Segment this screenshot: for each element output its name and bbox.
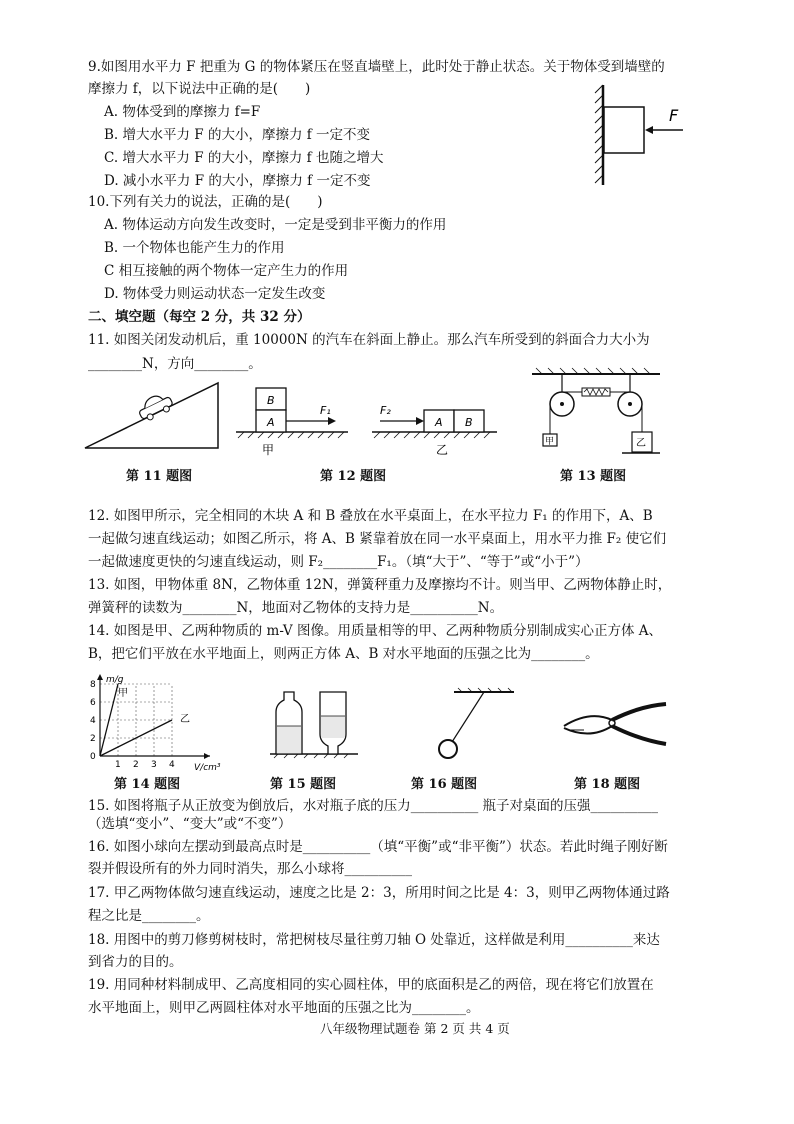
- q10-stem: 10.下列有关力的说法，正确的是( ): [88, 194, 323, 210]
- section-title: 二、填空题（每空 2 分，共 32 分）: [88, 309, 311, 325]
- fig12-yi-label: 乙: [436, 443, 449, 457]
- weight-jia-label: 甲: [545, 437, 555, 447]
- caption-q11: 第 11 题图: [126, 469, 193, 484]
- q11-stem-cont: ________N，方向________。: [88, 356, 262, 372]
- fig18-scissors: [560, 700, 670, 750]
- q9-option-d: D. 减小水平力 F 的大小，摩擦力 f 一定不变: [104, 173, 371, 189]
- force-f-label: F: [669, 106, 679, 125]
- block-b-yi-label: B: [465, 416, 473, 429]
- q16-stem-2: 裂并假设所有的外力同时消失，那么小球将__________: [88, 861, 412, 877]
- y-tick-label: 8: [90, 680, 96, 690]
- q10-option-d: D. 物体受力则运动状态一定发生改变: [104, 286, 326, 302]
- q10-option-c: C 相互接触的两个物体一定产生力的作用: [104, 263, 349, 279]
- q10-option-b: B. 一个物体也能产生力的作用: [104, 240, 285, 256]
- q15-stem: 15. 如图将瓶子从正放变为倒放后，水对瓶子底的压力__________ 瓶子对桌面的压强__________: [88, 798, 659, 814]
- caption-q18: 第 18 题图: [574, 777, 641, 792]
- block-a-label: A: [267, 416, 275, 429]
- q14-stem: 14. 如图是甲、乙两种物质的 m-V 图像。用质量相等的甲、乙两种物质分别制成实心正方体 A、: [88, 623, 663, 639]
- f2-label: F₂: [380, 404, 391, 417]
- q11-stem: 11. 如图关闭发动机后，重 10000N 的汽车在斜面上静止。那么汽车所受到的斜面合力大小为: [88, 332, 650, 348]
- x-tick-label: 3: [151, 760, 157, 770]
- q18-stem-2: 到省力的目的。: [88, 954, 183, 970]
- x-tick-label: 4: [169, 760, 175, 770]
- q10-option-a: A. 物体运动方向发生改变时，一定是受到非平衡力的作用: [104, 217, 447, 233]
- fig13-pulley: [532, 368, 662, 460]
- pressed-block: [604, 107, 644, 153]
- fig15-bottles: [270, 688, 360, 758]
- q17-stem: 17. 甲乙两物体做匀速直线运动，速度之比是 2：3，所用时间之比是 4：3，则甲乙两物体通过路: [88, 885, 670, 901]
- caption-q14: 第 14 题图: [114, 777, 181, 792]
- weight-yi-label: 乙: [636, 438, 646, 449]
- q12-stem: 12. 如图甲所示，完全相同的木块 A 和 B 叠放在水平桌面上，在水平拉力 F₁ 的作用下，A、B: [88, 508, 653, 524]
- y-tick-label: 6: [90, 698, 96, 708]
- caption-q15: 第 15 题图: [270, 777, 337, 792]
- q14-stem-2: B，把它们平放在水平地面上，则两正方体 A、B 对水平地面的压强之比为________。: [88, 646, 599, 662]
- y-axis-label: m/g: [106, 675, 124, 685]
- fig16-pendulum: [440, 688, 520, 762]
- q9-stem-cont: 摩擦力 f，以下说法中正确的是( ): [88, 81, 311, 97]
- fig11-incline: [80, 378, 225, 450]
- q9-option-c: C. 增大水平力 F 的大小，摩擦力 f 也随之增大: [104, 150, 384, 166]
- q15-stem-2: （选填“变小”、“变大”或“不变”）: [88, 816, 292, 832]
- x-axis-label: V/cm³: [194, 763, 221, 773]
- y-tick-label: 2: [90, 734, 96, 744]
- block-b-label: B: [267, 394, 275, 407]
- series-jia-label: 甲: [118, 688, 128, 699]
- fig12-jia-label: 甲: [262, 443, 275, 457]
- y-tick-label: 0: [90, 752, 96, 762]
- x-tick-label: 2: [133, 760, 139, 770]
- y-tick-label: 4: [90, 716, 96, 726]
- q9-option-b: B. 增大水平力 F 的大小，摩擦力 f 一定不变: [104, 127, 371, 143]
- q9-figure: [595, 85, 705, 185]
- q17-stem-2: 程之比是________。: [88, 908, 210, 924]
- fig12-yi: [372, 384, 502, 456]
- caption-q16: 第 16 题图: [411, 777, 478, 792]
- block-a-yi-label: A: [435, 416, 443, 429]
- q13-stem: 13. 如图，甲物体重 8N，乙物体重 12N，弹簧秤重力及摩擦均不计。则当甲、乙两物体静止时，: [88, 577, 672, 593]
- q12-stem-2: 一起做匀速直线运动；如图乙所示，将 A、B 紧靠着放在同一水平桌面上，用水平力推 F₂ 使它们: [88, 531, 667, 547]
- q16-stem: 16. 如图小球向左摆动到最高点时是__________（填“平衡”或“非平衡”）状态。若此时绳子刚好断: [88, 839, 668, 855]
- caption-q13: 第 13 题图: [560, 469, 627, 484]
- q9-stem: 9.如图用水平力 F 把重为 G 的物体紧压在竖直墙壁上，此时处于静止状态。关于物体受到墙壁的: [88, 59, 665, 75]
- fig12-jia: [236, 384, 351, 456]
- q12-stem-3: 一起做速度更快的匀速直线运动，则 F₂________F₁。（填“大于”、“等于”或“小于”）: [88, 554, 589, 570]
- caption-q12: 第 12 题图: [320, 469, 387, 484]
- q19-stem-2: 水平地面上，则甲乙两圆柱体对水平地面的压强之比为________。: [88, 1000, 480, 1016]
- q19-stem: 19. 用同种材料制成甲、乙高度相同的实心圆柱体，甲的底面积是乙的两倍，现在将它们放置在: [88, 977, 654, 993]
- pendulum-ball: [439, 740, 457, 758]
- q13-stem-2: 弹簧秤的读数为________N，地面对乙物体的支持力是__________N。: [88, 600, 504, 616]
- fig14-mv-chart: [80, 672, 230, 774]
- page-footer: 八年级物理试题卷 第 2 页 共 4 页: [320, 1021, 510, 1036]
- x-tick-label: 1: [115, 760, 121, 770]
- series-line-jia: [100, 684, 118, 756]
- f1-label: F₁: [320, 404, 331, 417]
- series-yi-label: 乙: [180, 714, 190, 725]
- q18-stem: 18. 用图中的剪刀修剪树枝时，常把树枝尽量往剪刀轴 O 处靠近，这样做是利用__________来达: [88, 932, 660, 948]
- q9-option-a: A. 物体受到的摩擦力 f=F: [104, 104, 261, 120]
